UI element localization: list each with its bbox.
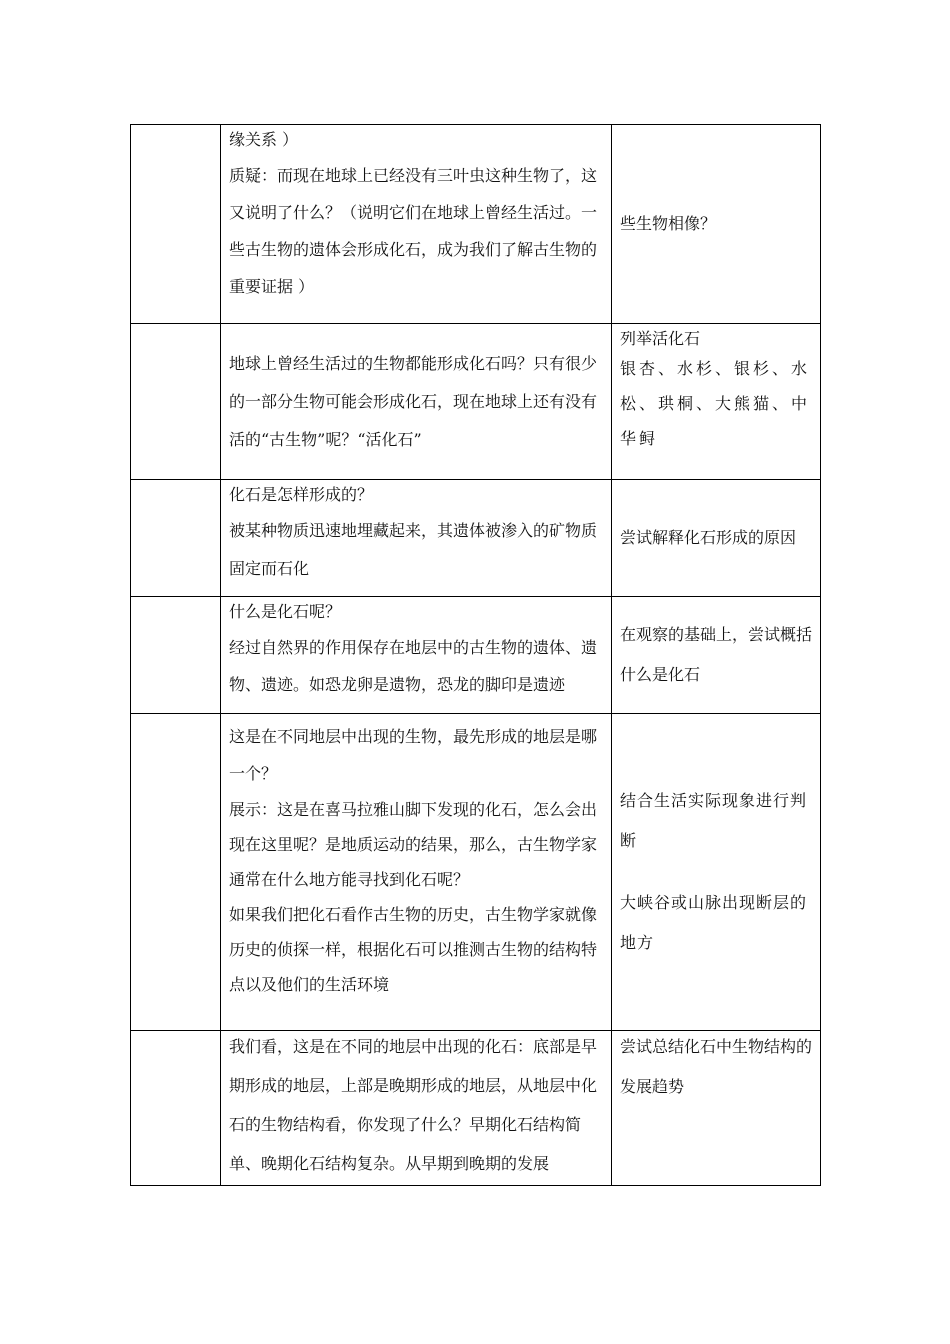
cell-text: 结合生活实际现象进行判断 <box>620 791 808 850</box>
step-cell <box>131 324 221 480</box>
cell-text: 尝试解释化石形成的原因 <box>620 528 797 547</box>
cell-text: 展示：这是在喜马拉雅山脚下发现的化石，怎么会出现在这里呢？是地质运动的结果，那么，古生物学家通常在什么地方能寻找到化石呢？ <box>229 800 598 889</box>
student-activity-cell <box>612 324 821 480</box>
table-row <box>131 714 821 1031</box>
table-row <box>131 597 821 714</box>
cell-text: 被某种物质迅速地埋藏起来，其遗体被渗入的矿物质固定而石化 <box>229 521 598 578</box>
table-row <box>131 1031 821 1186</box>
student-activity-cell <box>612 597 821 714</box>
cell-text: 些生物相像？ <box>620 214 717 233</box>
teacher-activity-cell <box>221 1031 612 1186</box>
cell-text: 在观察的基础上，尝试概括什么是化石 <box>620 625 813 684</box>
cell-text: 这是在不同地层中出现的生物，最先形成的地层是哪一个？ <box>229 727 598 783</box>
cell-text: 如果我们把化石看作古生物的历史，古生物学家就像历史的侦探一样，根据化石可以推测古生物的结构特点以及他们的生活环境 <box>229 905 598 994</box>
step-cell <box>131 125 221 324</box>
teacher-activity-cell <box>221 125 612 324</box>
step-cell <box>131 597 221 714</box>
cell-text: 地球上曾经生活过的生物都能形成化石吗？只有很少的一部分生物可能会形成化石，现在地球上还有没有活的“古生物”呢？“活化石” <box>229 353 598 449</box>
step-cell <box>131 1031 221 1186</box>
table-row <box>131 480 821 597</box>
cell-text: 化石是怎样形成的？ <box>229 485 374 504</box>
cell-text: 大峡谷或山脉出现断层的地方 <box>620 893 808 952</box>
student-activity-cell <box>612 1031 821 1186</box>
table-row <box>131 324 821 480</box>
cell-text: 质疑：而现在地球上已经没有三叶虫这种生物了，这又说明了什么？（说明它们在地球上曾经生活过。一些古生物的遗体会形成化石，成为我们了解古生物的重要证据 ） <box>229 166 598 296</box>
spacer <box>620 861 812 883</box>
teacher-activity-cell <box>221 324 612 480</box>
cell-text: 尝试总结化石中生物结构的发展趋势 <box>620 1037 813 1096</box>
step-cell <box>131 714 221 1031</box>
teacher-activity-cell <box>221 480 612 597</box>
teacher-activity-cell <box>221 597 612 714</box>
lesson-table <box>130 124 821 1186</box>
step-cell <box>131 480 221 597</box>
cell-text: 我们看，这是在不同的地层中出现的化石：底部是早期形成的地层，上部是晚期形成的地层，从地层中化石的生物结构看，你发现了什么？早期化石结构简单、晚期化石结构复杂。从早期到晚期的发展 <box>229 1037 598 1173</box>
cell-text: 什么是化石呢？ <box>229 602 342 621</box>
student-activity-cell <box>612 125 821 324</box>
cell-text: 列举活化石 <box>620 329 701 348</box>
table-row <box>131 125 821 324</box>
teacher-activity-cell <box>221 714 612 1031</box>
cell-text: 银杏、水杉、银杉、水松、珙桐、大熊猫、中华鲟 <box>620 359 811 448</box>
cell-text: 缘关系 ） <box>229 130 299 149</box>
student-activity-cell <box>612 480 821 597</box>
student-activity-cell <box>612 714 821 1031</box>
cell-text: 经过自然界的作用保存在地层中的古生物的遗体、遗物、遗迹。如恐龙卵是遗物，恐龙的脚印是遗迹 <box>229 638 598 694</box>
